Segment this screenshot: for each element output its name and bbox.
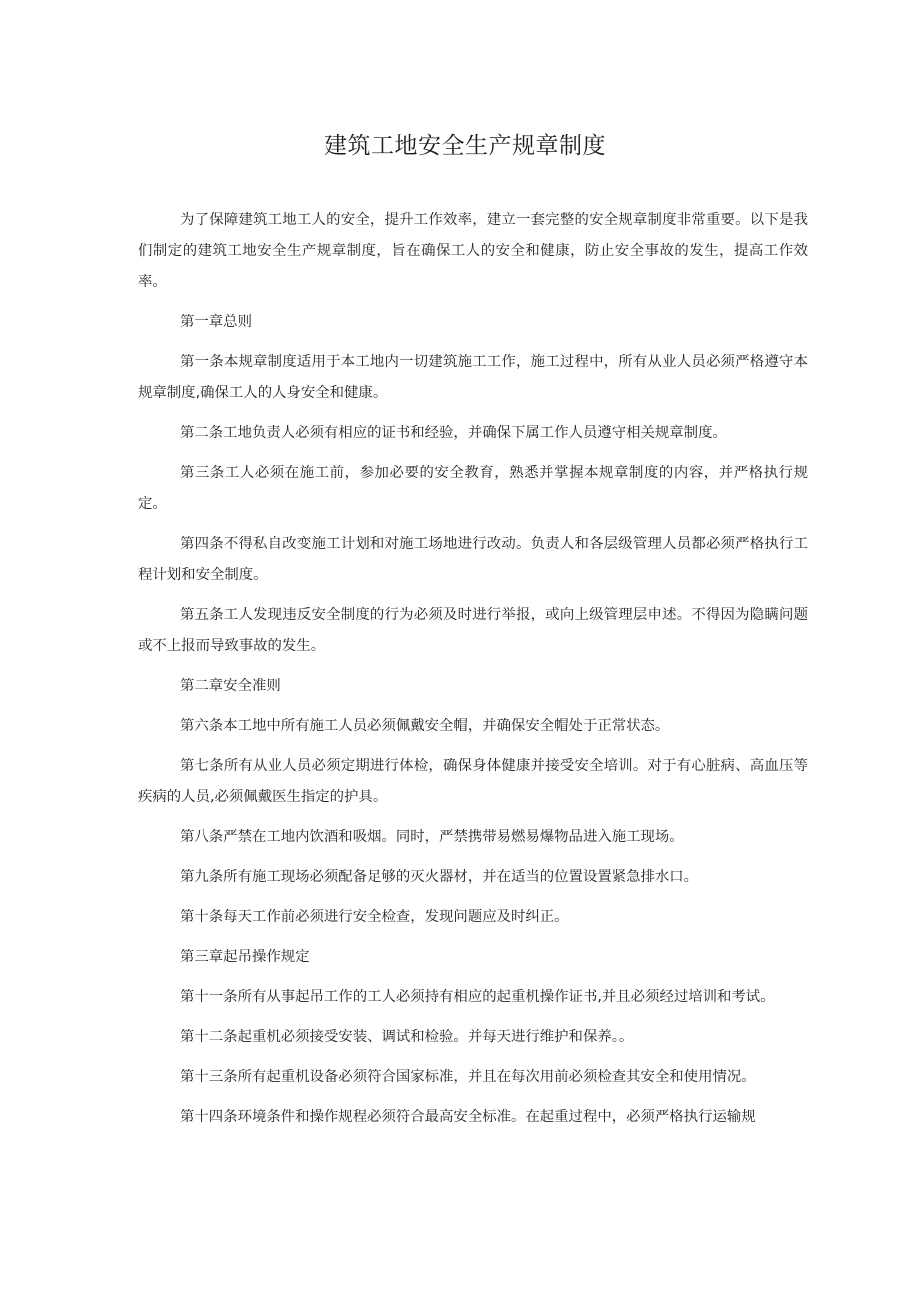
intro-paragraph: 为了保障建筑工地工人的安全，提升工作效率，建立一套完整的安全规章制度非常重要。以下是我们制定的建筑工地安全生产规章制度，旨在确保工人的安全和健康，防止安全事故的发生，提高工作效率。 (138, 212, 808, 290)
article-paragraph: 第五条工人发现违反安全制度的行为必须及时进行举报，或向上级管理层申述。不得因为隐瞒问题或不上报而导致事故的发生。 (138, 607, 808, 654)
chapter-heading: 第二章安全准则 (180, 678, 281, 694)
article-paragraph: 第一条本规章制度适用于本工地内一切建筑施工工作，施工过程中，所有从业人员必须严格遵守本规章制度,确保工人的人身安全和健康。 (138, 354, 808, 401)
article-paragraph: 第七条所有从业人员必须定期进行体检，确保身体健康并接受安全培训。对于有心脏病、高血压等疾病的人员,必须佩戴医生指定的护具。 (138, 758, 808, 805)
article-paragraph: 第十一条所有从事起吊工作的工人必须持有相应的起重机操作证书,并且必须经过培训和考试。 (180, 989, 775, 1005)
chapter-heading: 第三章起吊操作规定 (180, 949, 310, 965)
article-paragraph: 第八条严禁在工地内饮酒和吸烟。同时，严禁携带易燃易爆物品进入施工现场。 (180, 829, 684, 845)
article-paragraph: 第九条所有施工现场必须配备足够的灭火器材，并在适当的位置设置紧急排水口。 (180, 869, 699, 885)
document-body (138, 205, 808, 1133)
article-paragraph: 第十四条环境条件和操作规程必须符合最高安全标准。在起重过程中，必须严格执行运输规 (180, 1109, 756, 1125)
article-paragraph: 第十二条起重机必须接受安装、调试和检验。并每天进行维护和保养。。 (180, 1029, 634, 1045)
document-title: 建筑工地安全生产规章制度 (324, 133, 606, 159)
article-paragraph: 第十条每天工作前必须进行安全检查，发现问题应及时纠正。 (180, 909, 569, 925)
article-paragraph: 第十三条所有起重机设备必须符合国家标准，并且在每次用前必须检查其安全和使用情况。 (180, 1069, 756, 1085)
chapter-heading: 第一章总则 (180, 314, 252, 330)
article-paragraph: 第三条工人必须在施工前，参加必要的安全教育，熟悉并掌握本规章制度的内容，并严格执行规定。 (138, 465, 808, 512)
article-paragraph: 第二条工地负责人必须有相应的证书和经验，并确保下属工作人员遵守相关规章制度。 (180, 425, 727, 441)
article-paragraph: 第四条不得私自改变施工计划和对施工场地进行改动。负责人和各层级管理人员都必须严格执行工程计划和安全制度。 (138, 536, 808, 583)
article-paragraph: 第六条本工地中所有施工人员必须佩戴安全帽，并确保安全帽处于正常状态。 (180, 718, 670, 734)
